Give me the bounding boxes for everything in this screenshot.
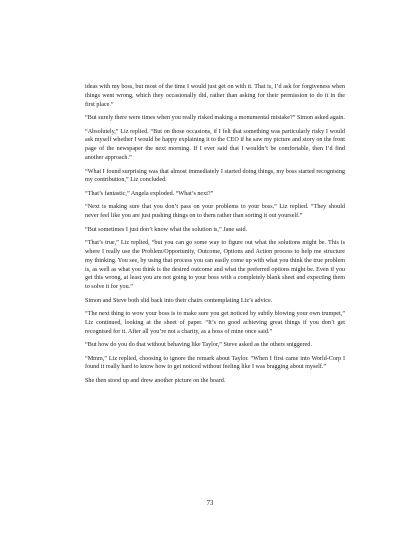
paragraph: “That’s fantastic,” Angela exploded. “What’s next?” xyxy=(85,190,214,197)
paragraph: She then stood up and drew another picture on the board. xyxy=(85,377,226,384)
paragraph: “What I found surprising was that almost immediately I started doing things, my boss started recognising my contribution,” Liz concluded. xyxy=(85,168,345,184)
paragraph: ideas with my boss, but most of the time I would just get on with it. That is, I’d ask for forgiveness when things went wrong, which they occasionally did, rather than asking for their permission to do it in the first place.” xyxy=(85,84,345,108)
paragraph: “The next thing to wow your boss is to make sure you get noticed by subtly blowing your own trumpet,” Liz continued, looking at the sheet of paper. “It’s no good achieving great things if you don’t get recognised for it. After all you’re not a charity, as a boss of mine once said.” xyxy=(85,311,345,335)
paragraph: “But how do you do that without behaving like Taylor,” Steve asked as the others sniggered. xyxy=(85,342,312,349)
page-number: 73 xyxy=(206,500,214,507)
paragraph: “But surely there were times when you really risked making a monumental mistake?” Simon asked again. xyxy=(85,115,345,122)
paragraph: “Absolutely,” Liz replied. “But on those occasions, if I felt that something was particularly risky I would ask myself whether I would be happy explaining it to the CEO if he saw my picture and story on the front page of the newspaper the next morning. If I ever said that I wouldn’t be comfortable, then I’d find another approach.” xyxy=(85,128,345,162)
paragraph: “Next is making sure that you don’t pass on your problems to your boss.” Liz replied. “They should never feel like you are just pushing things on to them rather than sorting it out yourself.” xyxy=(85,204,345,220)
paragraph: “But sometimes I just don’t know what the solution is,” Jane said. xyxy=(85,226,248,233)
paragraph: “That’s true,” Liz replied, “but you can go some way to figure out what the solutions might be. This is where I really use the Problem/Opportunity, Outcome, Options and Action process to help me structure my thinking. You see, by using that process you can easily come up with what you think the true problem is, as well as what you think is the desired outcome and what the preferred options might be. Even if you get this wrong, at least you are not going to your boss with a completely blank sheet and expecting them to solve it for you.” xyxy=(85,239,345,291)
paragraph: “Mmm,” Liz replied, choosing to ignore the remark about Taylor. “When I first came into World-Corp I found it really hard to know how to get noticed without feeling like I was bragging about myself.” xyxy=(85,355,345,371)
paragraph: Simon and Steve both slid back into their chairs contemplating Liz’s advice. xyxy=(85,297,273,304)
body-text xyxy=(85,83,345,390)
